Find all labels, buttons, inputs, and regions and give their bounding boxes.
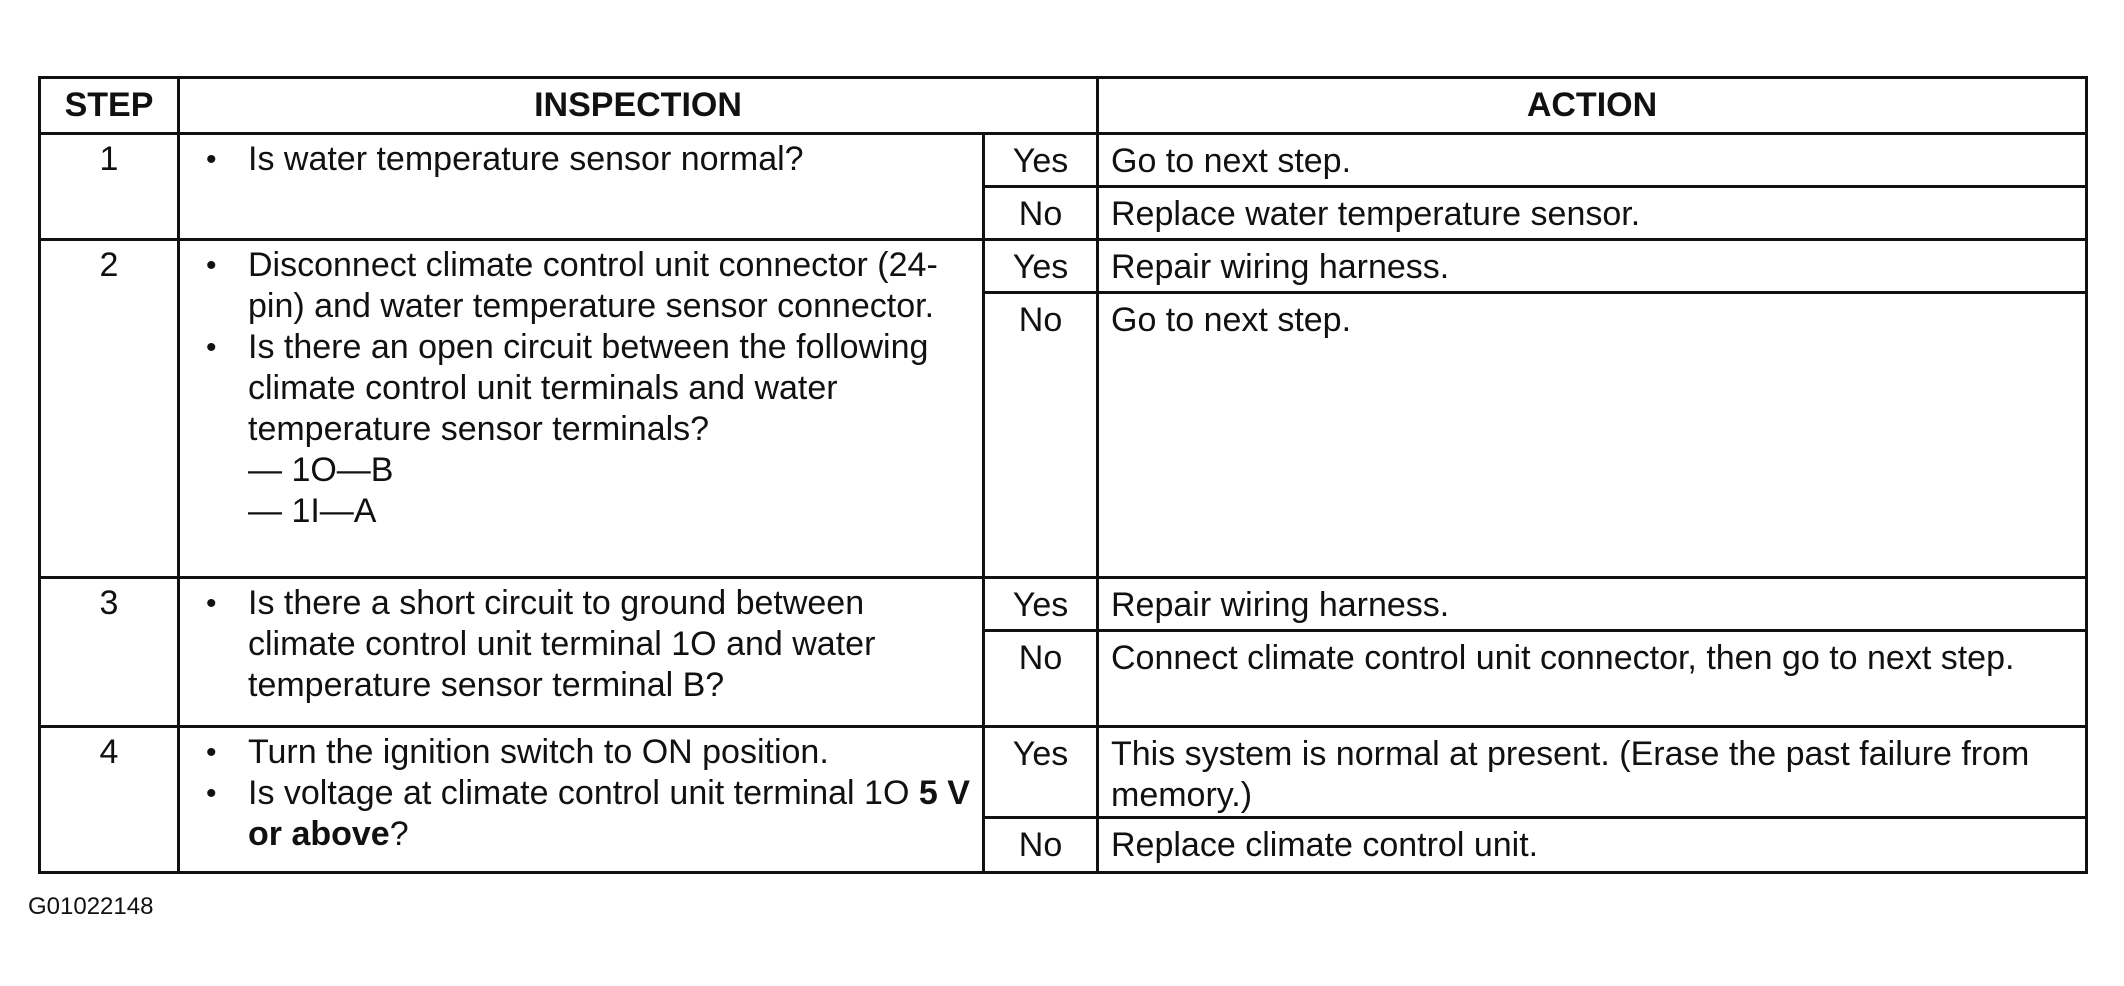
inspection-bullet: • Turn the ignition switch to ON position. [206, 732, 972, 773]
step-number: 2 [40, 240, 179, 578]
table-row [40, 134, 2087, 187]
yes-action: Repair wiring harness. [1098, 240, 2087, 293]
inspection-bullet: • Disconnect climate control unit connector (24-pin) and water temperature sensor connector. [206, 245, 972, 327]
inspection-bullet-text: Is there an open circuit between the following climate control unit terminals and water temperature sensor terminals? [248, 328, 929, 448]
voltage-threshold: 5 V or above [248, 774, 970, 853]
inspection-bullet [206, 773, 972, 855]
no-action: Connect climate control unit connector, then go to next step. [1098, 631, 2087, 727]
table-row [40, 240, 2087, 293]
step-number: 1 [40, 134, 179, 240]
inspection-bullet [206, 327, 972, 532]
diagnostic-table [38, 76, 2088, 874]
inspection-cell [179, 727, 984, 873]
inspection-bullet: • Is there a short circuit to ground between climate control unit terminal 1O and water temperature sensor terminal B? [206, 583, 972, 706]
no-label: No [984, 818, 1098, 873]
table-header-row [40, 78, 2087, 134]
header-step: STEP [40, 78, 179, 134]
no-action: Go to next step. [1098, 293, 2087, 578]
table-row [40, 578, 2087, 631]
yes-label: Yes [984, 578, 1098, 631]
header-inspection: INSPECTION [179, 78, 1098, 134]
yes-action: Repair wiring harness. [1098, 578, 2087, 631]
yes-action: This system is normal at present. (Erase the past failure from memory.) [1098, 727, 2087, 818]
step-number: 3 [40, 578, 179, 727]
yes-label: Yes [984, 727, 1098, 818]
figure-code: G01022148 [28, 893, 154, 920]
inspection-bullet-text: Is voltage at climate control unit terminal 1O [248, 774, 910, 812]
inspection-bullet: • Is water temperature sensor normal? [206, 139, 972, 180]
no-action: Replace water temperature sensor. [1098, 187, 2087, 240]
inspection-cell [179, 240, 984, 578]
table-row [40, 727, 2087, 818]
terminal-pair: — 1I—A [248, 492, 377, 530]
no-label: No [984, 187, 1098, 240]
inspection-list [180, 728, 982, 855]
yes-label: Yes [984, 134, 1098, 187]
yes-label: Yes [984, 240, 1098, 293]
terminal-pair: — 1O—B [248, 451, 394, 489]
no-action: Replace climate control unit. [1098, 818, 2087, 873]
no-label: No [984, 631, 1098, 727]
inspection-cell [179, 134, 984, 240]
yes-action: Go to next step. [1098, 134, 2087, 187]
inspection-list [180, 241, 982, 532]
inspection-cell [179, 578, 984, 727]
header-action: ACTION [1098, 78, 2087, 134]
inspection-list [180, 135, 982, 180]
no-label: No [984, 293, 1098, 578]
question-mark: ? [389, 815, 409, 853]
step-number: 4 [40, 727, 179, 873]
inspection-list [180, 579, 982, 706]
